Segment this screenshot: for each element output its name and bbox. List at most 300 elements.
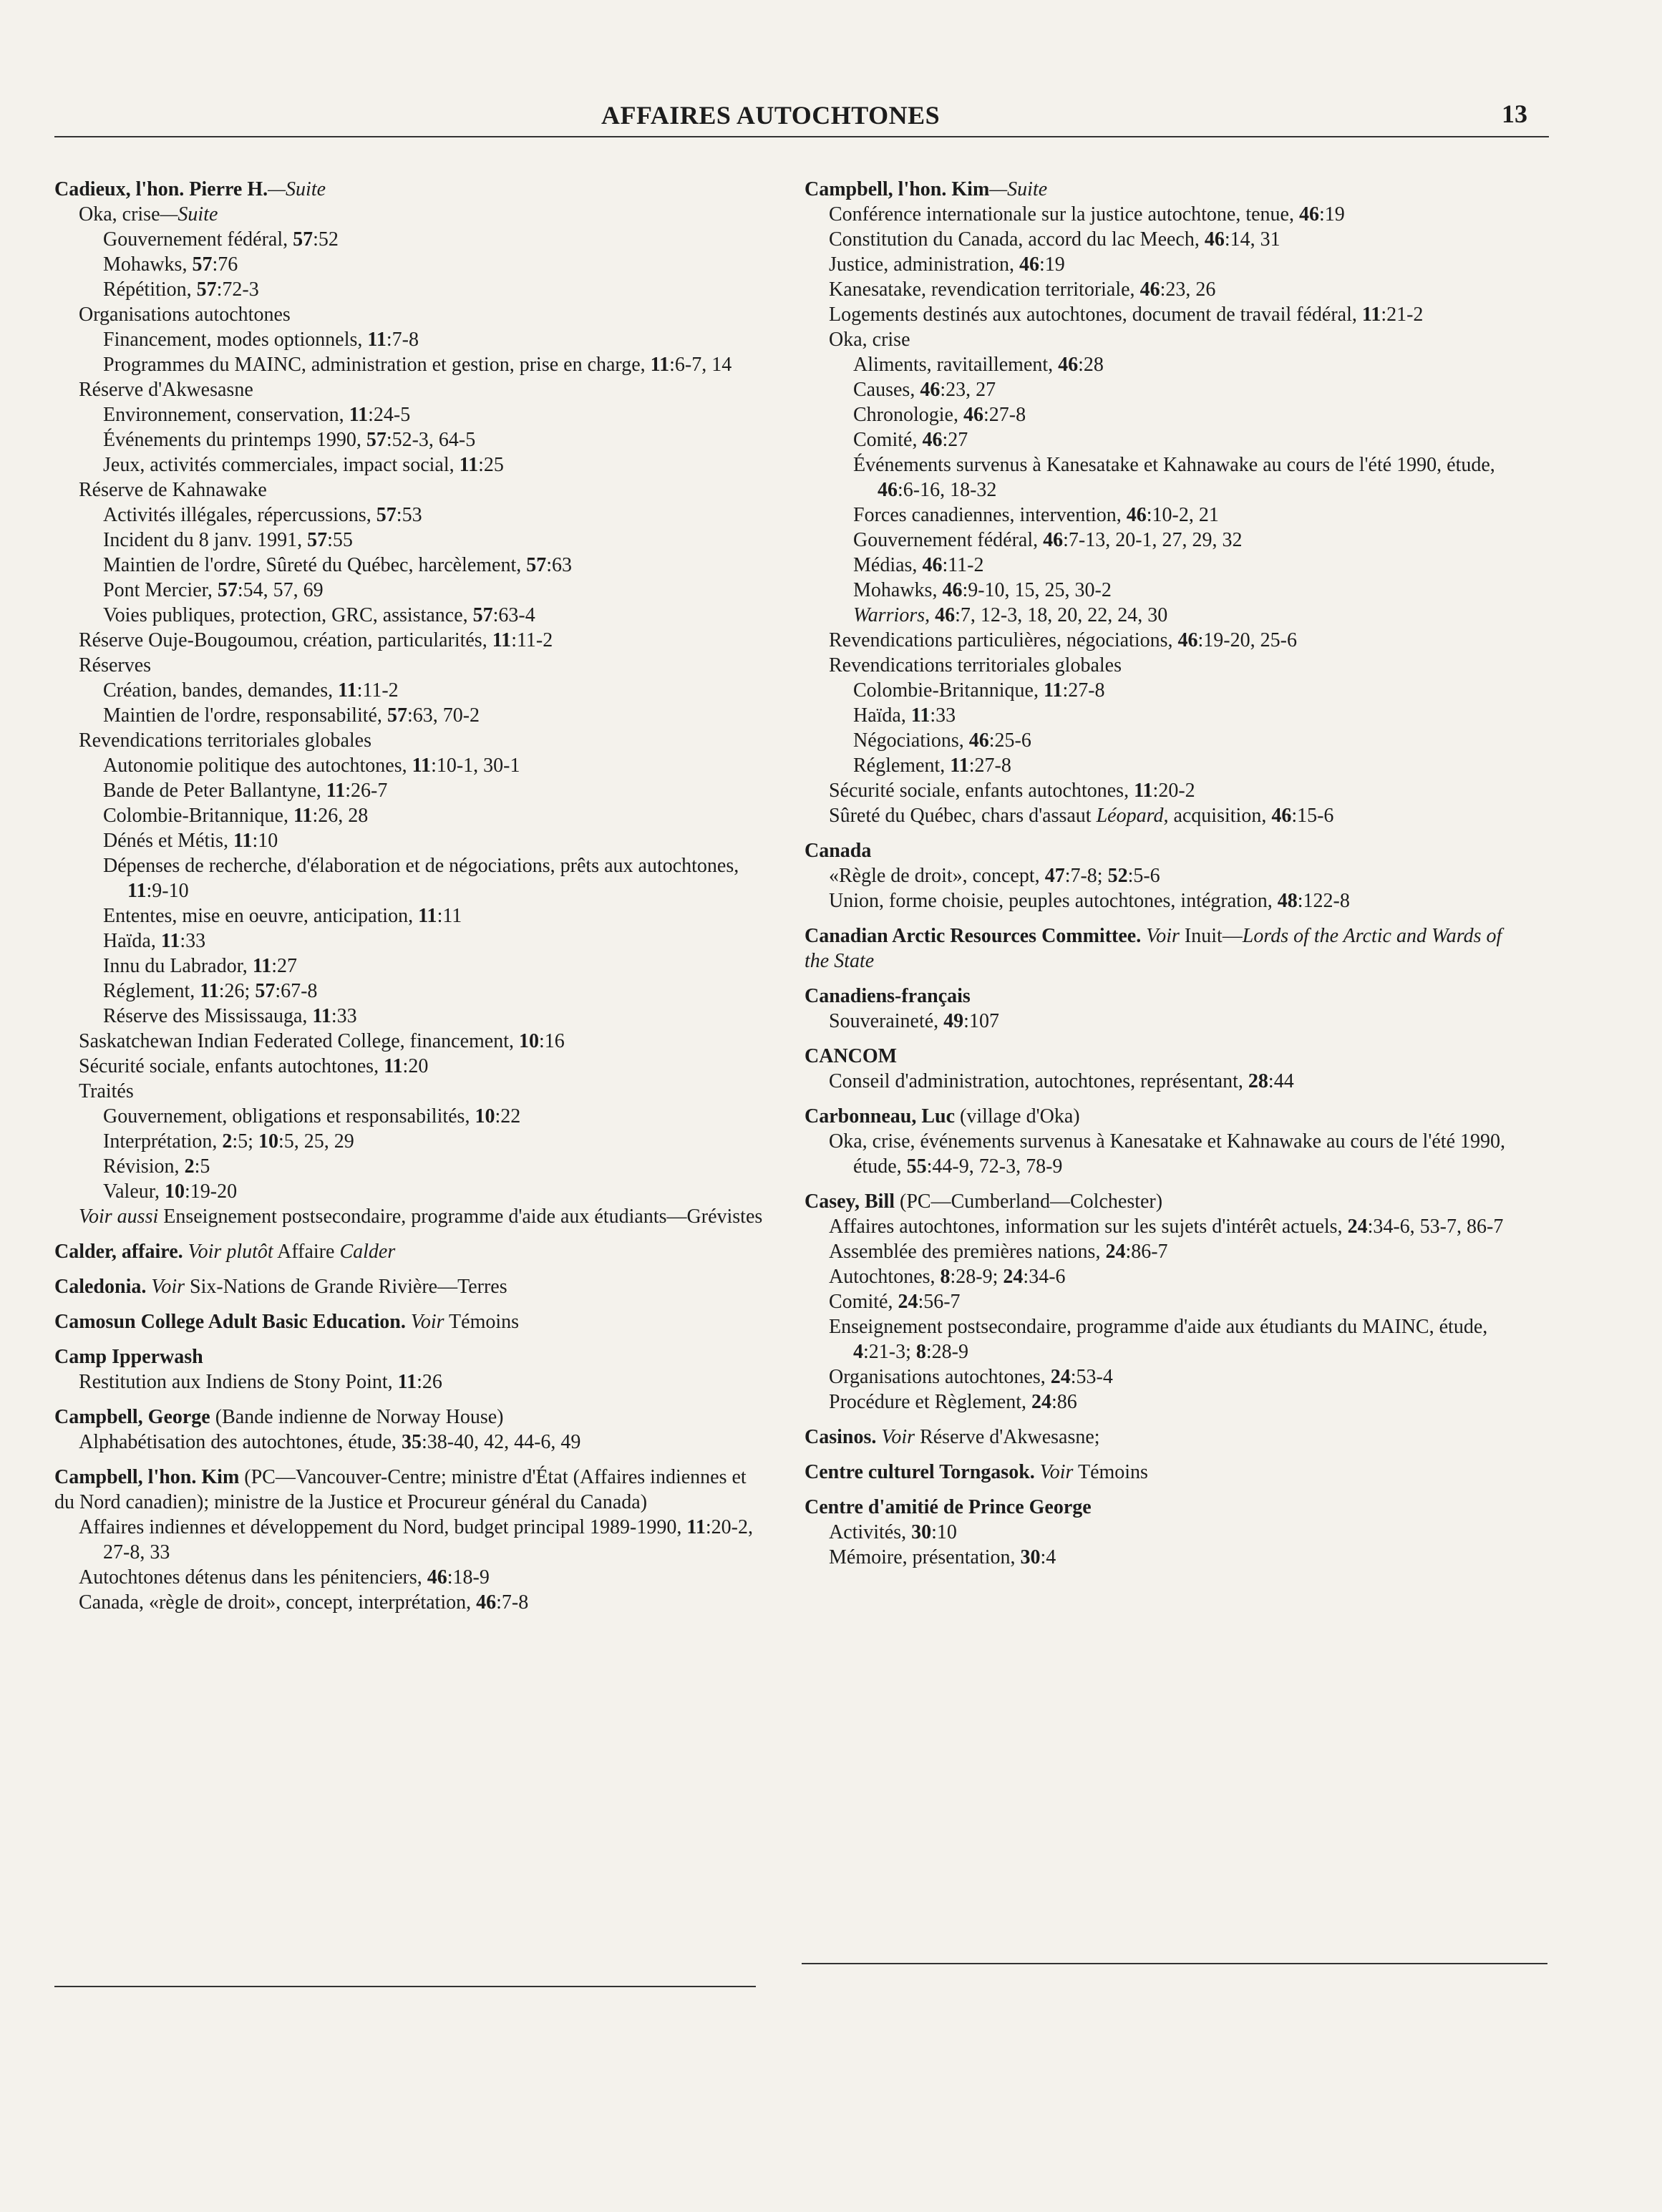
entry-text: :9-10, 15, 25, 30-2 [962,579,1112,601]
entry-text: :5, 25, 29 [278,1130,354,1153]
entry-text: :28 [1078,354,1104,376]
entry-text: 57 [293,228,314,251]
entry-text: Enseignement postsecondaire, programme d'aide aux étudiants du MAINC, étude, [829,1316,1488,1338]
entry-text: 57 [196,278,217,301]
index-subentry [54,1154,770,1179]
entry-text: 11 [367,329,387,351]
running-header-title: AFFAIRES AUTOCHTONES [601,101,941,130]
index-subentry [54,1004,770,1029]
entry-text: Canadian Arctic Resources Committee. [805,925,1142,947]
entry-text: Affaires autochtones, information sur les sujets d'intérêt actuels, [829,1216,1348,1238]
entry-text: Dépenses de recherche, d'élaboration et de négociations, prêts aux autochtones, [103,855,739,877]
index-heading [805,1189,1520,1214]
entry-text: Voir [410,1311,444,1333]
entry-text: Calder [339,1241,396,1263]
entry-text: 11 [412,755,432,777]
index-subentry [54,578,770,603]
page-number: 13 [1502,100,1527,128]
index-subentry [54,1204,770,1229]
entry-text: Mémoire, présentation, [829,1546,1021,1568]
index-subentry [54,928,770,954]
index-heading [805,1044,1520,1069]
index-subentry [805,703,1520,728]
entry-text: :5-6 [1127,865,1160,887]
entry-text: :20-2, 27-8, 33 [103,1516,753,1563]
entry-text: 11 [1043,679,1063,702]
index-subentry [805,302,1520,327]
entry-text: :28-9 [925,1341,968,1363]
index-subentry [54,528,770,553]
entry-text: Événements survenus à Kanesatake et Kahnawake au cours de l'été 1990, étude, [853,454,1495,476]
index-subentry [54,703,770,728]
index-heading [54,1344,770,1369]
entry-text: Carbonneau, Luc [805,1105,956,1127]
entry-text: :54, 57, 69 [237,579,324,601]
entry-text: Revendications territoriales globales [829,654,1122,676]
index-subentry [805,653,1520,678]
entry-text: —Suite [268,178,326,200]
entry-text: 11 [252,955,272,977]
header-rule [54,136,1549,137]
entry-text: 49 [943,1010,964,1032]
entry-text: (PC—Vancouver-Centre; ministre d'État (Affaires indiennes et du Nord canadien); ministre de la Justice et Procureur général du Canada) [54,1466,747,1513]
entry-text: :6-16, 18-32 [898,479,997,501]
entry-text: 48 [1277,890,1298,912]
entry-text: Organisations autochtones [79,304,291,326]
entry-text: (Bande indienne de Norway House) [210,1406,504,1428]
index-subentry [805,1289,1520,1314]
entry-text: 11 [293,805,313,827]
entry-text: 10 [258,1130,278,1153]
entry-text: Six-Nations de Grande Rivière—Terres [185,1276,507,1298]
index-subentry [54,728,770,753]
entry-text: :34-6, 53-7, 86-7 [1367,1216,1504,1238]
entry-text: 57 [387,704,407,727]
entry-text: Maintien de l'ordre, responsabilité, [103,704,387,727]
entry-text: 30 [911,1521,932,1543]
entry-text: Chronologie, [853,404,963,426]
index-subentry [54,954,770,979]
entry-text: :7-13, 20-1, 27, 29, 32 [1063,529,1243,551]
entry-text: 11 [384,1055,403,1077]
index-subentry [805,1520,1520,1545]
entry-text: 46 [935,604,956,626]
entry-text: Ententes, mise en oeuvre, anticipation, [103,905,419,927]
entry-text: 46 [968,729,989,752]
index-subentry [805,252,1520,277]
index-heading [805,177,1520,202]
index-column-right [805,177,1520,1570]
entry-text: (village d'Oka) [955,1105,1080,1127]
entry-text: Campbell, l'hon. Kim [54,1466,240,1488]
entry-text: :76 [212,253,238,276]
index-subentry [805,1214,1520,1239]
entry-text: Gouvernement fédéral, [853,529,1044,551]
entry-text: 2 [222,1130,233,1153]
index-heading [805,838,1520,863]
entry-text: 11 [950,755,969,777]
entry-text: Souveraineté, [829,1010,944,1032]
entry-text: 57 [376,504,397,526]
index-subentry [54,603,770,628]
entry-text: 11 [418,905,437,927]
entry-text: :63 [546,554,573,576]
entry-text: 11 [127,880,147,902]
index-subentry [805,678,1520,703]
entry-text: Répétition, [103,278,197,301]
index-heading [54,1239,770,1264]
index-subentry [54,753,770,778]
entry-text: 52 [1107,865,1128,887]
index-heading [805,1460,1520,1485]
index-heading [54,1274,770,1299]
entry-text: :26-7 [345,780,388,802]
entry-text: :20 [402,1055,429,1077]
entry-text: Lords of the Arctic and Wards of the State [805,925,1502,972]
entry-text: Haïda, [103,930,161,952]
entry-text: 46 [1298,203,1319,225]
entry-text: Témoins [1073,1461,1148,1483]
page-bottom-rule [54,1986,756,1987]
entry-text: Réserve de Kahnawake [79,479,267,501]
entry-text: 11 [233,830,253,852]
entry-text: Haïda, [853,704,911,727]
index-subentry [54,503,770,528]
entry-text: :53-4 [1070,1366,1113,1388]
entry-text: Incident du 8 janv. 1991, [103,529,308,551]
entry-text: :7-8 [386,329,419,351]
entry-text: :23, 26 [1160,278,1216,301]
entry-text: Centre d'amitié de Prince George [805,1496,1092,1518]
entry-text: :10-1, 30-1 [431,755,520,777]
entry-text: 10 [519,1030,539,1052]
entry-text: Financement, modes optionnels, [103,329,368,351]
index-subentry [54,1590,770,1615]
entry-text: :53 [396,504,422,526]
index-subentry [805,452,1520,503]
index-subentry [805,1314,1520,1364]
entry-text: :34-6 [1023,1266,1066,1288]
entry-text: 47 [1044,865,1065,887]
entry-text: Programmes du MAINC, administration et gestion, prise en charge, [103,354,651,376]
index-subentry [805,628,1520,653]
entry-text: Réserve Ouje-Bougoumou, création, particularités, [79,629,492,651]
entry-text: :56-7 [918,1291,961,1313]
entry-text: —Suite [160,203,218,225]
index-heading [805,1495,1520,1520]
entry-text: Bande de Peter Ballantyne, [103,780,326,802]
entry-text: Activités illégales, répercussions, [103,504,376,526]
index-subentry [54,477,770,503]
entry-text: :6-7, 14 [669,354,732,376]
entry-text: Autonomie politique des autochtones, [103,755,412,777]
entry-text: 10 [164,1180,185,1203]
entry-text: 8 [940,1266,951,1288]
entry-text: Révision, [103,1155,185,1178]
entry-text: Saskatchewan Indian Federated College, financement, [79,1030,519,1052]
index-subentry [805,1009,1520,1034]
entry-text: Léopard, [1096,805,1169,827]
index-subentry [54,628,770,653]
entry-text: :52 [313,228,339,251]
entry-text: :11-2 [511,629,553,651]
entry-text: Casey, Bill [805,1190,895,1213]
entry-text: :10-2, 21 [1146,504,1219,526]
index-subentry [805,1364,1520,1389]
entry-text: Gouvernement, obligations et responsabilités, [103,1105,475,1127]
entry-text: :21-2 [1381,304,1424,326]
entry-text: Voir aussi [79,1206,159,1228]
index-subentry [54,452,770,477]
entry-text: :11-2 [356,679,399,702]
entry-text [183,1241,188,1263]
entry-text: Réserve d'Akwesasne [79,379,253,401]
entry-text: 30 [1020,1546,1041,1568]
entry-text: :67-8 [275,980,318,1002]
index-subentry [805,803,1520,828]
entry-text: 46 [476,1591,497,1614]
entry-text: Réserve d'Akwesasne; [915,1426,1100,1448]
entry-text: Constitution du Canada, accord du lac Meech, [829,228,1205,251]
entry-text: Union, forme choisie, peuples autochtones, intégration, [829,890,1278,912]
index-subentry [54,427,770,452]
entry-text: 46 [922,429,943,451]
index-subentry [805,352,1520,377]
index-subentry [54,377,770,402]
entry-text: :27-8 [1062,679,1105,702]
entry-text: Enseignement postsecondaire, programme d'aide aux étudiants—Grévistes [158,1206,763,1228]
index-subentry [54,1104,770,1129]
entry-text: :38-40, 42, 44-6, 49 [422,1431,581,1453]
index-heading [54,1465,770,1515]
entry-text: Sécurité sociale, enfants autochtones, [79,1055,384,1077]
entry-text: Camp Ipperwash [54,1346,203,1368]
entry-text: Valeur, [103,1180,165,1203]
entry-text: 55 [906,1155,927,1178]
entry-text: 11 [1361,304,1381,326]
entry-text: :25-6 [988,729,1031,752]
index-subentry [54,653,770,678]
entry-text: Réglement, [853,755,951,777]
entry-text: :11-2 [942,554,984,576]
entry-text: Organisations autochtones, [829,1366,1051,1388]
entry-text: Sûreté du Québec, chars d'assaut [829,805,1097,827]
entry-text: :23, 27 [940,379,996,401]
entry-text: Création, bandes, demandes, [103,679,339,702]
entry-text: :44-9, 72-3, 78-9 [926,1155,1063,1178]
entry-text: :21-3; [863,1341,916,1363]
index-subentry [54,1029,770,1054]
entry-text: :27 [271,955,298,977]
entry-text: 11 [686,1516,706,1538]
entry-text: 11 [650,354,670,376]
entry-text: :86-7 [1125,1241,1168,1263]
entry-text: :52-3, 64-5 [386,429,476,451]
entry-text: :16 [539,1030,565,1052]
index-subentry [805,402,1520,427]
entry-text: :55 [327,529,353,551]
index-subentry [805,202,1520,227]
entry-text: Voir [1146,925,1180,947]
entry-text: :107 [963,1010,999,1032]
entry-text: Procédure et Règlement, [829,1391,1032,1413]
entry-text [1035,1461,1040,1483]
index-subentry [54,277,770,302]
index-subentry [805,553,1520,578]
entry-text [406,1311,411,1333]
entry-text: Dénés et Métis, [103,830,233,852]
entry-text: 57 [255,980,276,1002]
entry-text: 2 [184,1155,195,1178]
entry-text: :24-5 [368,404,411,426]
entry-text: Colombie-Britannique, [853,679,1044,702]
entry-text: Autochtones, [829,1266,941,1288]
entry-text: Alphabétisation des autochtones, étude, [79,1431,402,1453]
entry-text: «Règle de droit», concept, [829,865,1045,887]
entry-text: :7-8; [1064,865,1108,887]
entry-text: :27 [942,429,968,451]
entry-text: :7-8 [496,1591,529,1614]
entry-text: 4 [853,1341,863,1363]
index-subentry [54,678,770,703]
entry-text: :9-10 [146,880,189,902]
index-subentry [54,252,770,277]
entry-text: Conférence internationale sur la justice autochtone, tenue, [829,203,1299,225]
entry-text: 57 [472,604,493,626]
entry-text: 11 [200,980,219,1002]
entry-text: Comité, [829,1291,898,1313]
index-subentry [54,553,770,578]
index-column-left [54,177,770,1615]
entry-text: Camosun College Adult Basic Education. [54,1311,406,1333]
entry-text: Affaires indiennes et développement du Nord, budget principal 1989-1990, [79,1516,687,1538]
entry-text: (PC—Cumberland—Colchester) [895,1190,1163,1213]
index-subentry [805,1069,1520,1094]
entry-text: Oka, crise, événements survenus à Kanesatake et Kahnawake au cours de l'été 1990, étude, [829,1130,1505,1178]
index-subentry [805,1129,1520,1179]
entry-text: Casinos. [805,1426,877,1448]
index-subentry [805,1264,1520,1289]
entry-text: 46 [942,579,963,601]
entry-text: :5 [194,1155,210,1178]
entry-text: 11 [338,679,357,702]
entry-text: Centre culturel Torngasok. [805,1461,1035,1483]
entry-text: Aliments, ravitaillement, [853,354,1059,376]
entry-text: 24 [1003,1266,1024,1288]
index-subentry [54,1079,770,1104]
entry-text: Revendications territoriales globales [79,729,371,752]
index-subentry [54,1565,770,1590]
column-end-rule [802,1963,1547,1964]
entry-text: Environnement, conservation, [103,404,349,426]
entry-text: Campbell, George [54,1406,210,1428]
index-subentry [805,778,1520,803]
entry-text: Oka, crise [829,329,910,351]
entry-text: Logements destinés aux autochtones, document de travail fédéral, [829,304,1362,326]
entry-text: :25 [478,454,504,476]
entry-text: Autochtones détenus dans les pénitenciers, [79,1566,427,1588]
entry-text: —Suite [989,178,1048,200]
entry-text: 24 [898,1291,918,1313]
entry-text: Voir [881,1426,915,1448]
index-subentry [805,888,1520,913]
entry-text: Affaire [273,1241,340,1263]
entry-text: 11 [349,404,369,426]
entry-text: Négociations, [853,729,969,752]
entry-text: :10 [252,830,278,852]
entry-text: Campbell, l'hon. Kim [805,178,990,200]
entry-text: :33 [331,1005,357,1027]
entry-text: Warriors, [853,604,930,626]
entry-text: :72-3 [216,278,259,301]
entry-text: Comité, [853,429,923,451]
entry-text: 11 [492,629,512,651]
index-subentry [54,1129,770,1154]
entry-text: Sécurité sociale, enfants autochtones, [829,780,1134,802]
index-subentry [54,1430,770,1455]
entry-text: 11 [910,704,930,727]
entry-text: Assemblée des premières nations, [829,1241,1106,1263]
entry-text: Canada [805,840,872,862]
entry-text: 46 [1126,504,1147,526]
index-subentry [805,753,1520,778]
entry-text: Inuit— [1179,925,1243,947]
index-subentry [805,1389,1520,1415]
entry-text: 46 [1204,228,1225,251]
entry-text: :26 [417,1371,442,1393]
index-subentry [805,377,1520,402]
index-subentry [805,578,1520,603]
entry-text: Canadiens-français [805,985,971,1007]
entry-text: :44 [1268,1070,1294,1092]
index-subentry [54,1179,770,1204]
entry-text: 11 [459,454,479,476]
entry-text: Activités, [829,1521,912,1543]
entry-text: Justice, administration, [829,253,1019,276]
entry-text: :19-20 [184,1180,238,1203]
entry-text: Revendications particulières, négociations, [829,629,1178,651]
index-subentry [805,1545,1520,1570]
entry-text: 46 [427,1566,447,1588]
entry-text: 11 [312,1005,331,1027]
entry-text: 8 [915,1341,926,1363]
entry-text: Caledonia. [54,1276,147,1298]
index-subentry [805,863,1520,888]
entry-text: :28-9; [950,1266,1003,1288]
entry-text: Voies publiques, protection, GRC, assistance, [103,604,473,626]
entry-text: :86 [1051,1391,1077,1413]
entry-text: Traités [79,1080,134,1102]
entry-text: :26; [218,980,256,1002]
entry-text: Colombie-Britannique, [103,805,293,827]
entry-text: :7, 12-3, 18, 20, 22, 24, 30 [955,604,1168,626]
entry-text: Canada, «règle de droit», concept, interprétation, [79,1591,477,1614]
entry-text: :4 [1040,1546,1056,1568]
index-subentry [805,528,1520,553]
entry-text: 46 [963,404,983,426]
entry-text: Réglement, [103,980,200,1002]
entry-text: Calder, affaire. [54,1241,183,1263]
entry-text: Événements du printemps 1990, [103,429,366,451]
entry-text: :11 [437,905,462,927]
index-subentry [54,1054,770,1079]
index-subentry [54,327,770,352]
entry-text: 57 [192,253,213,276]
entry-text: :20-2 [1152,780,1195,802]
index-subentry [54,227,770,252]
entry-text: :14, 31 [1224,228,1280,251]
index-subentry [54,803,770,828]
